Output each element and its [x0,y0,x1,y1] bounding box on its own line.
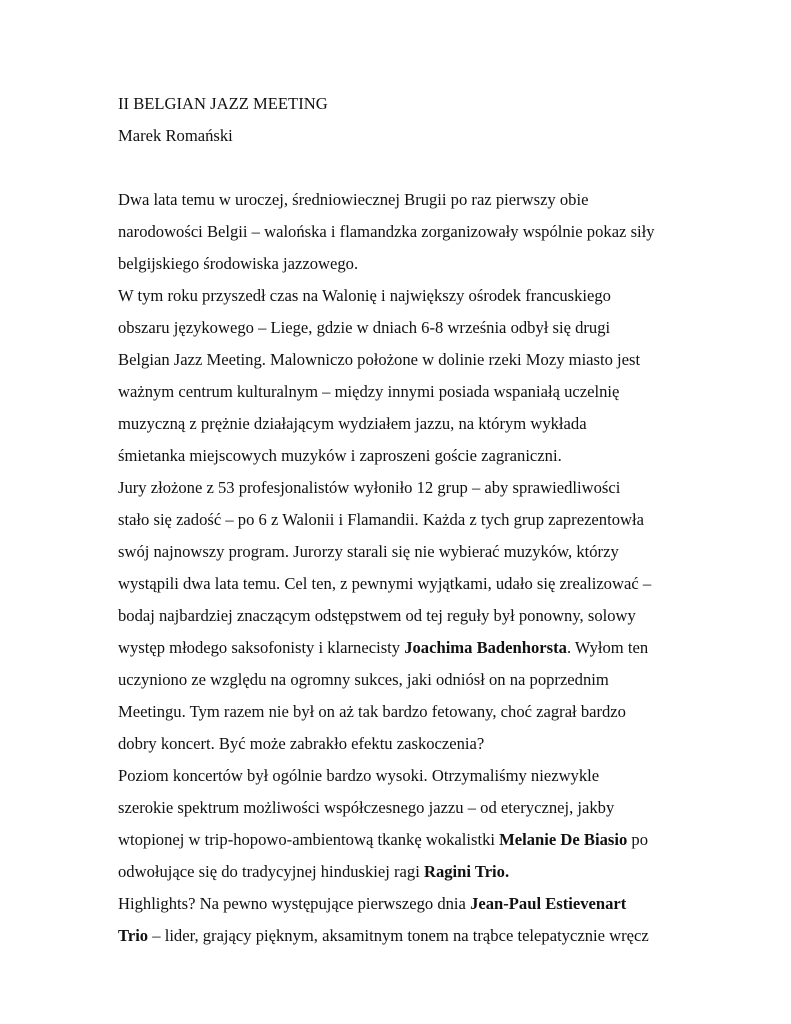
text-segment: Meetingu. Tym razem nie był on aż tak bardzo fetowany, choć zagrał bardzo [118,702,626,721]
article-body [118,184,718,952]
text-segment: Poziom koncertów był ogólnie bardzo wysoki. Otrzymaliśmy niezwykle [118,766,600,785]
text-segment: . Wyłom ten [566,638,649,657]
text-line [118,568,718,600]
text-segment: stało się zadość – po 6 z Walonii i Flamandii. Każda z tych grup zaprezentowła [118,510,644,529]
text-segment: – lider, grający pięknym, aksamitnym tonem na trąbce telepatycznie wręcz [148,926,649,945]
text-line [118,824,718,856]
text-line [118,632,718,664]
text-segment: swój najnowszy program. Jurorzy starali się nie wybierać muzyków, którzy [118,542,619,561]
text-line [118,696,718,728]
bold-name: Trio [118,926,149,945]
text-line [118,536,718,568]
paragraph-spacer [118,152,718,184]
text-segment: uczyniono ze względu na ogromny sukces, jaki odniósł on na poprzednim [118,670,609,689]
text-segment: śmietanka miejscowych muzyków i zaproszeni goście zagraniczni. [118,446,562,465]
text-line [118,376,718,408]
text-line [118,792,718,824]
text-segment: obszaru językowego – Liege, gdzie w dniach 6-8 września odbył się drugi [118,318,611,337]
text-segment: muzyczną z prężnie działającym wydziałem jazzu, na którym wykłada [118,414,587,433]
text-line [118,664,718,696]
text-line [118,216,718,248]
text-segment: Belgian Jazz Meeting. Malowniczo położone w dolinie rzeki Mozy miasto jest [118,350,641,369]
text-segment: belgijskiego środowiska jazzowego. [118,254,359,273]
text-segment: ważnym centrum kulturalnym – między innymi posiada wspaniałą uczelnię [118,382,620,401]
text-segment: wystąpili dwa lata temu. Cel ten, z pewnymi wyjątkami, udało się zrealizować – [118,574,652,593]
text-line [118,760,718,792]
text-line [118,440,718,472]
bold-name: Melanie De Biasio [499,830,628,849]
text-line [118,280,718,312]
text-segment: W tym roku przyszedł czas na Walonię i największy ośrodek francuskiego [118,286,611,305]
text-segment: odwołujące się do tradycyjnej hinduskiej ragi [118,862,424,881]
text-line [118,408,718,440]
bold-name: Ragini Trio. [423,862,510,881]
text-line [118,184,718,216]
document-author: Marek Romański [118,126,233,145]
text-line [118,728,718,760]
text-segment: Dwa lata temu w uroczej, średniowiecznej Brugii po raz pierwszy obie [118,190,589,209]
text-segment: dobry koncert. Być może zabrakło efektu zaskoczenia? [118,734,485,753]
text-line [118,600,718,632]
text-segment: Jury złożone z 53 profesjonalistów wyłoniło 12 grup – aby sprawiedliwości [118,478,621,497]
text-line [118,472,718,504]
text-segment: wtopionej w trip-hopowo-ambientową tkankę wokalistki [118,830,500,849]
text-line [118,920,718,952]
text-line [118,248,718,280]
document-page [118,88,718,952]
text-line [118,888,718,920]
text-line [118,312,718,344]
document-title: II BELGIAN JAZZ MEETING [118,94,328,113]
text-segment: narodowości Belgii – walońska i flamandzka zorganizowały wspólnie pokaz siły [118,222,655,241]
text-segment: bodaj najbardziej znaczącym odstępstwem od tej reguły był ponowny, solowy [118,606,636,625]
bold-name: Jean-Paul Estievenart [470,894,627,913]
text-line [118,856,718,888]
bold-name: Joachima Badenhorsta [404,638,567,657]
text-segment: szerokie spektrum możliwości współczesnego jazzu – od eterycznej, jakby [118,798,615,817]
text-line [118,344,718,376]
text-segment: po [627,830,648,849]
text-line [118,504,718,536]
text-segment: Highlights? Na pewno występujące pierwszego dnia [118,894,471,913]
text-segment: występ młodego saksofonisty i klarnecisty [118,638,405,657]
